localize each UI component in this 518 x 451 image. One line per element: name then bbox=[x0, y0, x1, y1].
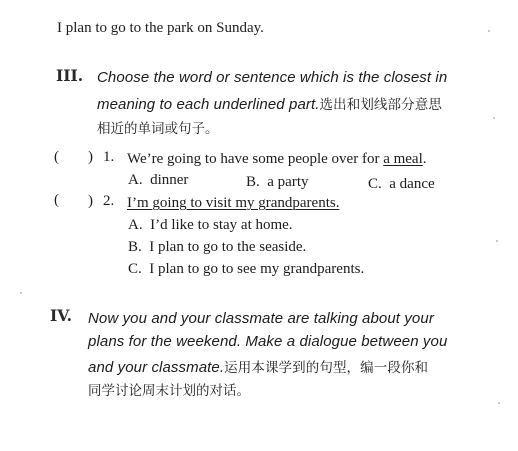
scan-speck bbox=[488, 30, 490, 32]
q1-option-a: A. dinner bbox=[128, 172, 189, 188]
section-iii-instruction-en: meaning to each underlined part. bbox=[97, 96, 320, 113]
answer-paren-close-q1: ) bbox=[88, 149, 93, 165]
section-iv-instruction-line3: and your classmate.运用本课学到的句型，编一段你和 bbox=[88, 359, 429, 376]
q1-option-c: C. a dance bbox=[368, 176, 435, 192]
question-number-1: 1. bbox=[103, 149, 115, 165]
scan-speck bbox=[496, 240, 498, 242]
q2-option-b: B. I plan to go to the seaside. bbox=[128, 239, 307, 255]
section-iii-numeral: III. bbox=[56, 66, 84, 85]
answer-paren-open-q2: ( bbox=[54, 192, 59, 208]
question-number-2: 2. bbox=[103, 193, 115, 209]
question-1-stem: We’re going to have some people over for a meal. bbox=[127, 151, 427, 167]
section-iii-instruction-line3: 相近的单词或句子。 bbox=[97, 121, 219, 137]
example-sentence: I plan to go to the park on Sunday. bbox=[57, 20, 264, 36]
answer-paren-close-q2: ) bbox=[88, 193, 93, 209]
q2-option-c: C. I plan to go to see my grandparents. bbox=[128, 261, 365, 277]
question-2-underlined: I’m going to visit my grandparents. bbox=[127, 195, 340, 211]
scan-speck bbox=[493, 117, 495, 119]
section-iii-instruction-line2 bbox=[97, 93, 442, 113]
section-iii-instruction-cn: 选出和划线部分意思 bbox=[319, 97, 442, 113]
section-iv-numeral: IV. bbox=[50, 306, 72, 325]
question-1-underlined: a meal bbox=[383, 151, 423, 167]
q2-option-a: A. I’d like to stay at home. bbox=[128, 217, 293, 233]
section-iv-instruction-line1: Now you and your classmate are talking about your bbox=[88, 310, 434, 327]
section-iii-instruction-line1: Choose the word or sentence which is the closest in bbox=[97, 69, 448, 86]
scan-speck bbox=[498, 402, 500, 404]
section-iv-instruction-line2: plans for the weekend. Make a dialogue between you bbox=[88, 333, 448, 350]
q1-option-b: B. a party bbox=[246, 174, 309, 190]
answer-paren-open-q1: ( bbox=[54, 149, 59, 165]
scan-speck bbox=[20, 292, 22, 294]
section-iv-instruction-line4: 同学讨论周末计划的对话。 bbox=[88, 383, 250, 399]
